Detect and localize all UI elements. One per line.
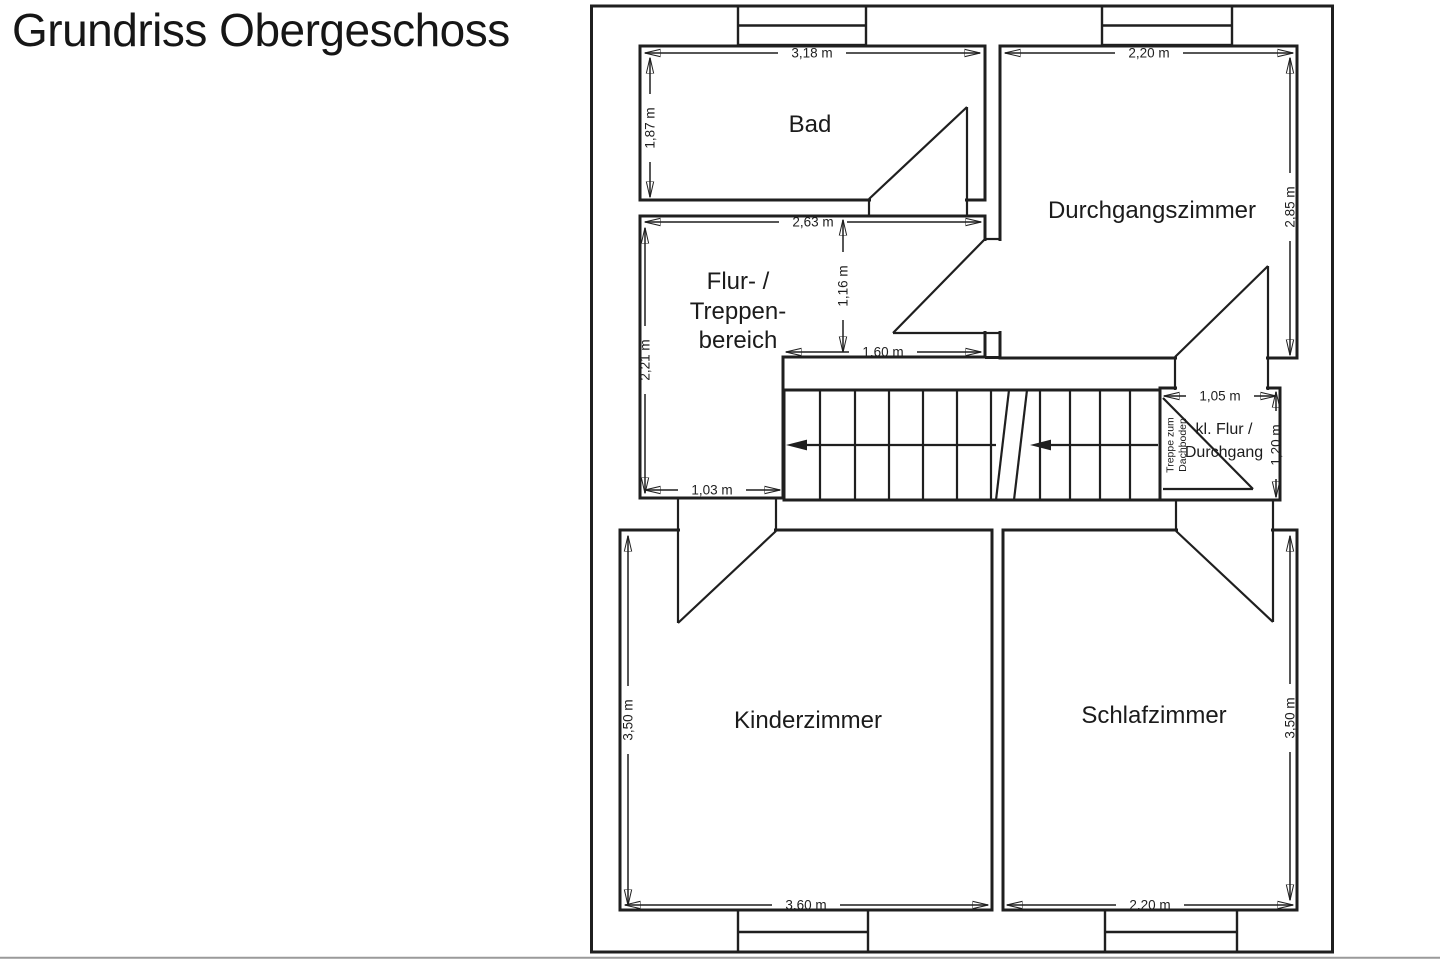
room-label-flur-line2: Treppen-: [689, 298, 787, 325]
dim-label: 1,60 m: [862, 344, 904, 360]
window-top-right: [1102, 6, 1232, 45]
dim-label: 2,20 m: [1128, 45, 1170, 61]
dim-bad-width: [645, 46, 980, 61]
dim-durchgangszimmer-width: [1005, 46, 1293, 61]
page-title: Grundriss Obergeschoss: [12, 4, 510, 56]
room-label-durchgangszimmer: Durchgangszimmer: [1047, 197, 1257, 224]
dim-schlafzimmer-height: [1283, 536, 1298, 900]
staircase: [786, 390, 1158, 500]
room-label-kl-flur-line2: Durchgang: [1184, 444, 1264, 461]
dim-label: 2,85 m: [1282, 186, 1298, 228]
room-label-bad: Bad: [788, 111, 832, 138]
door-schlafzimmer: [1176, 500, 1273, 622]
dim-label: 3,18 m: [791, 45, 833, 61]
doors: [678, 107, 1273, 623]
window-symbols: [738, 6, 1237, 952]
dim-flur-inner-height: [836, 220, 851, 352]
dim-bad-height: [643, 58, 658, 197]
dim-label: 3,60 m: [785, 897, 827, 913]
dim-label: 1,05 m: [1199, 388, 1241, 404]
room-label-kl-flur-line1: kl. Flur /: [1195, 421, 1253, 438]
stair-break-line: [996, 390, 1027, 500]
attic-stairs-label-line1: Treppe zum: [1164, 417, 1177, 473]
dim-label: 1,20 m: [1268, 424, 1284, 466]
room-labels: [690, 111, 1263, 734]
stair-direction-arrow-right: [1030, 440, 1158, 451]
dim-durchgangszimmer-height: [1283, 58, 1298, 355]
dim-label: 2,21 m: [637, 339, 653, 381]
window-bottom-left: [738, 910, 868, 952]
room-label-kinderzimmer: Kinderzimmer: [733, 707, 883, 734]
room-label-flur-line1: Flur- /: [706, 268, 770, 295]
stair-direction-arrow-left: [786, 440, 996, 451]
dim-label: 3,50 m: [620, 699, 636, 741]
dim-label: 2,20 m: [1129, 897, 1171, 913]
attic-stairs-label-line2: Dachboden: [1177, 418, 1189, 472]
dim-label: 1,16 m: [835, 265, 851, 307]
door-durchgangszimmer: [1175, 266, 1268, 390]
dim-kl-flur-width: [1164, 389, 1276, 404]
room-label-schlafzimmer: Schlafzimmer: [1081, 702, 1227, 729]
window-bottom-right: [1105, 910, 1237, 952]
room-label-flur-line3: bereich: [698, 327, 778, 354]
dim-label: 3,50 m: [1282, 697, 1298, 739]
dimensions: [621, 46, 1298, 913]
window-top-left: [738, 6, 866, 45]
dim-kinderzimmer-height: [621, 536, 636, 905]
dim-flur-bottom-width: [645, 483, 780, 498]
dim-label: 2,63 m: [792, 214, 834, 230]
dim-label: 1,03 m: [691, 482, 733, 498]
dim-label: 1,87 m: [642, 107, 658, 149]
door-kinderzimmer: [678, 498, 776, 623]
outer-wall: [592, 6, 1333, 952]
